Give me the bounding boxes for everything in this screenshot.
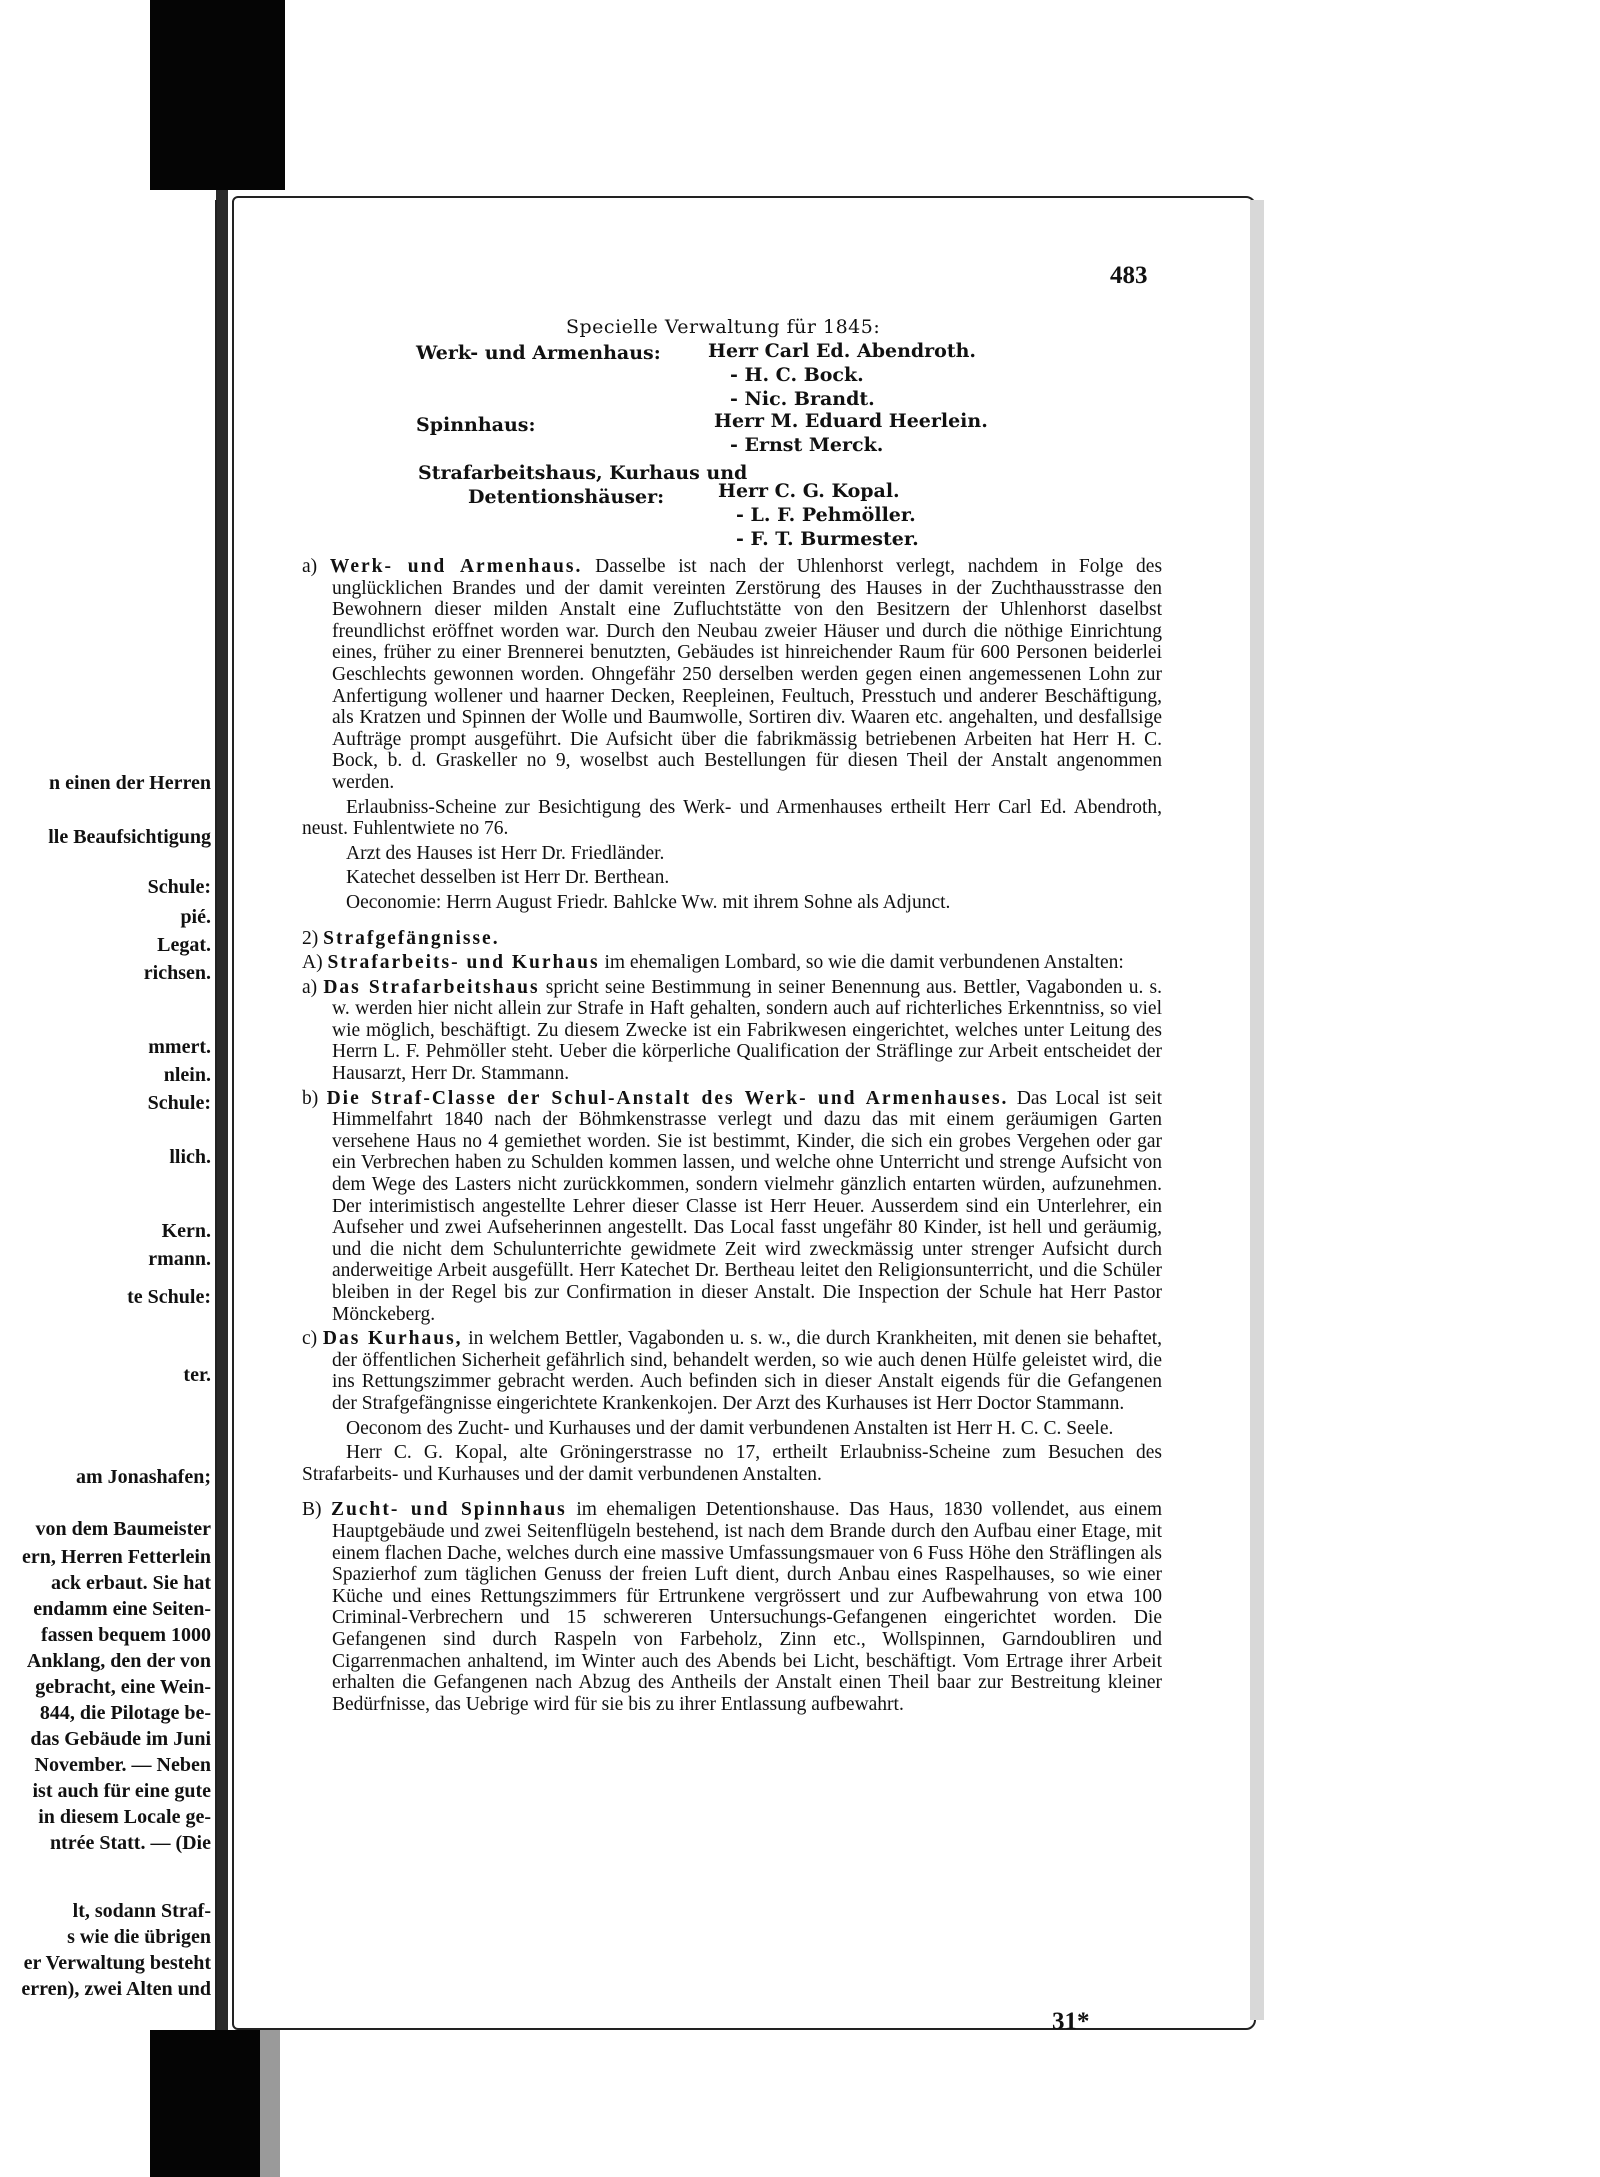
- left-line: Anklang, den der von: [26, 1650, 211, 1672]
- admin-label-detentionshaeuser: Detentionshäuser:: [468, 486, 665, 508]
- left-line: Legat.: [157, 934, 211, 956]
- admin-label-spinnhaus: Spinnhaus:: [416, 414, 536, 436]
- left-line: ern, Herren Fetterlein: [22, 1546, 211, 1568]
- section-heading: Strafarbeits- und Kurhaus: [327, 952, 600, 974]
- section-marker: A): [302, 952, 323, 974]
- admin-member: - Nic. Brandt.: [730, 388, 875, 410]
- left-line: erren), zwei Alten und: [21, 1978, 211, 2000]
- left-line: lt, sodann Straf-: [72, 1900, 211, 1922]
- section-marker: b): [302, 1087, 319, 1109]
- page-body: [302, 556, 1162, 1718]
- left-line: te Schule:: [127, 1286, 211, 1308]
- section-A-c: [302, 1328, 1162, 1414]
- left-line: s wie die übrigen: [67, 1926, 211, 1948]
- section-A-a: [302, 977, 1162, 1085]
- left-line: fassen bequem 1000: [40, 1624, 211, 1646]
- left-line: ter.: [183, 1364, 211, 1386]
- admin-label-werkhaus: Werk- und Armenhaus:: [416, 342, 661, 364]
- doctor-note: Arzt des Hauses ist Herr Dr. Friedländer.: [346, 842, 665, 864]
- left-line: Kern.: [161, 1220, 211, 1242]
- left-line: ack erbaut. Sie hat: [51, 1572, 211, 1594]
- oeconomie-note: Oeconomie: Herrn August Friedr. Bahlcke Ww. mit ihrem Sohne als Adjunct.: [346, 891, 951, 913]
- scanner-edge-bottom: [150, 2030, 260, 2177]
- left-line: ist auch für eine gute: [32, 1780, 211, 1802]
- admin-member: - F. T. Burmester.: [736, 528, 919, 550]
- section-text: in welchem Bettler, Vagabonden u. s. w., die durch Krankheiten, mit denen sie behaftet, der öffentlichen Sicherheit gefährlich sind, behandelt werden, so wie auch denen Hülfe geleistet wird, die ins Rettungszimmer gebracht werden. Auch befinden sich in dieser Anstalt eigends für die Gefangenen der Strafgefängnisse eingerichtete Krankenkojen. Der Arzt des Kurhauses ist Herr Doctor Stammann.: [332, 1328, 1163, 1414]
- admin-member: - Ernst Merck.: [730, 434, 884, 456]
- left-line: pié.: [180, 906, 211, 928]
- left-line: llich.: [169, 1146, 211, 1168]
- left-line: Schule:: [147, 876, 211, 898]
- section-text: im ehemaligen Detentionshause. Das Haus, 1830 vollendet, aus einem Hauptgebäude und zwei Seitenflügeln bestehend, ist nach dem Brande durch den Aufbau einer Etage, mit einem flachen Dache, welches durch eine massive Umfassungsmauer von 6 Fuss Höhe den Sträflingen als Spazierhof zum täglichen Genuss der freien Luft dient, durch Anbau eines Raspelhauses, so wie einer Küche und eines Rettungszimmers für Ertrunkene vergrössert und zur Aufbewahrung von etwa 100 Criminal-Verbrechern und 15 schwereren Untersuchungs-Gefangenen eingerichtet worden. Die Gefangenen sind durch Raspeln von Farbeholz, Zinn etc., Wollspinnen, Garndoubliren und Cigarrenmachen anhaltend, im Winter auch des Abends bei Licht, beschäftigt. Vom Ertrage ihrer Arbeit erhalten die Gefangenen nach Abzug des Antheils der Anstalt einen Theil baar zur Bestreitung kleiner Bedürfnisse, das Uebrige wird für sie bis zu ihrer Entlassung aufbewahrt.: [332, 1499, 1163, 1715]
- left-line: 844, die Pilotage be-: [39, 1702, 211, 1724]
- section-marker: c): [302, 1328, 318, 1350]
- scanner-edge-top: [150, 0, 285, 190]
- kopal-note: Herr C. G. Kopal, alte Gröningerstrasse no 17, ertheilt Erlaubniss-Scheine zum Besuchen des Strafarbeits- und Kurhauses und der damit verbundenen Anstalten.: [302, 1442, 1162, 1485]
- section-B: [302, 1499, 1162, 1715]
- left-line: in diesem Locale ge-: [38, 1806, 211, 1828]
- left-line: Schule:: [147, 1092, 211, 1114]
- section-2: [302, 928, 1162, 950]
- section-text: Das Local ist seit Himmelfahrt 1840 nach der Böhmkenstrasse verlegt und dazu das mit einem geräumigen Garten versehene Haus no 4 gemiethet worden. Sie ist bestimmt, Kinder, die sich ein grobes Vergehen oder gar ein Verbrechen haben zu Schulden kommen lassen, und welche ohne Unterricht und strenge Aufsicht von dem Wege des Lasters nicht zurückkommen, sondern vielmehr gänzlich entarten würden, aufzunehmen. Der interimistisch angestellte Lehrer dieser Classe ist Herr Heuer. Ausserdem sind ein Unterlehrer, ein Aufseher und zwei Aufseherinnen angestellt. Das Local fasst ungefähr 80 Kinder, ist hell und geräumig, und die nicht dem Schulunterrichte gewidmete Zeit wird zweckmässig unter strenger Aufsicht durch anderweitige Arbeit ausgefüllt. Herr Katechet Dr. Bertheau leitet den Religionsunterricht, und die Schüler bleiben in der Regel bis zur Confirmation in dieser Anstalt. Die Inspection der Schule hat Herr Pastor Mönckeberg.: [332, 1087, 1163, 1325]
- administration-title: Specielle Verwaltung für 1845:: [566, 316, 881, 338]
- left-line: November. — Neben: [34, 1754, 211, 1776]
- admin-member: Herr C. G. Kopal.: [718, 480, 900, 502]
- section-heading: Die Straf-Classe der Schul-Anstalt des Werk- und Armenhauses.: [326, 1087, 1009, 1109]
- section-heading: Das Strafarbeitshaus: [323, 976, 540, 998]
- signature-mark: 31*: [1052, 2008, 1090, 2035]
- section-heading: Strafgefängnisse.: [323, 927, 500, 949]
- section-marker: a): [302, 556, 318, 577]
- section-marker: 2): [302, 927, 319, 949]
- book-binding: [216, 190, 228, 2070]
- left-line: gebracht, eine Wein-: [35, 1676, 211, 1698]
- section-a: [302, 556, 1162, 794]
- admin-member: - H. C. Bock.: [730, 364, 864, 386]
- admin-member: Herr Carl Ed. Abendroth.: [708, 340, 977, 362]
- left-line: rmann.: [148, 1248, 211, 1270]
- left-line: er Verwaltung besteht: [23, 1952, 211, 1974]
- left-line: von dem Baumeister: [35, 1518, 211, 1540]
- section-A: [302, 952, 1162, 974]
- section-heading: Das Kurhaus,: [322, 1328, 463, 1350]
- section-marker: a): [302, 976, 318, 998]
- page-edge-shadow: [1250, 200, 1264, 2020]
- catechist-note: Katechet desselben ist Herr Dr. Berthean.: [346, 867, 670, 889]
- section-heading: Zucht- und Spinnhaus: [331, 1499, 567, 1521]
- section-heading: Werk- und Armenhaus.: [329, 556, 583, 577]
- section-text: Dasselbe ist nach der Uhlenhorst verlegt, nachdem in Folge des unglücklichen Brandes und der damit vereinten Zerstörung des Hauses in der Zuchthausstrasse den Bewohnern dieser milden Anstalt eine Zufluchtstätte von den Besitzern der Uhlenhorst daselbst freundlichst eröffnet worden war. Durch den Neubau zweier Häuser und durch die nöthige Einrichtung eines, früher zu einer Brennerei benutzten, Gebäudes ist hinreichender Raum für 600 Personen beiderlei Geschlechts gewonnen worden. Ohngefähr 250 derselben werden gegen einen angemessenen Lohn zur Anfertigung wollener und haarner Decken, Reepleinen, Feultuch, Presstuch und anderer Beschäftigung, als Kratzen und Spinnen der Wolle und Baumwolle, Sortiren div. Waaren etc. angehalten, und desfallsige Aufträge prompt ausgeführt. Die Aufsicht über die fabrikmässig betriebenen Arbeiten hat Herr H. C. Bock, b. d. Graskeller no 9, woselbst auch Bestellungen für diesen Theil der Anstalt angenommen werden.: [332, 556, 1163, 793]
- admin-label-strafarbeitshaus: Strafarbeitshaus, Kurhaus und: [418, 462, 748, 484]
- scanner-edge-bottom-gray: [260, 2030, 280, 2177]
- admin-member: Herr M. Eduard Heerlein.: [714, 410, 988, 432]
- section-text: spricht seine Bestimmung in seiner Benennung aus. Bettler, Vagabonden u. s. w. werden hier nicht allein zur Strafe in Haft gehalten, sondern auch auf richterliches Erkenntniss, so viel wie möglich, beschäftigt. Zu diesem Zwecke ist ein Fabrikwesen eingerichtet, welches unter Leitung des Herrn L. F. Pehmöller steht. Ueber die körperliche Qualification der Sträflinge zur Arbeit entscheidet der Hausarzt, Herr Dr. Stammann.: [332, 976, 1162, 1085]
- oeconom-note: Oeconom des Zucht- und Kurhauses und der damit verbundenen Anstalten ist Herr H. C. C. Seele.: [346, 1417, 1114, 1439]
- permit-note: Erlaubniss-Scheine zur Besichtigung des Werk- und Armenhauses ertheilt Herr Carl Ed. Abendroth, neust. Fuhlentwiete no 76.: [302, 796, 1162, 840]
- section-marker: B): [302, 1499, 322, 1521]
- left-line: mmert.: [148, 1036, 211, 1058]
- left-line: das Gebäude im Juni: [30, 1728, 211, 1750]
- page-number: 483: [1110, 262, 1148, 289]
- left-line: ntrée Statt. — (Die: [49, 1832, 211, 1854]
- section-text: im ehemaligen Lombard, so wie die damit verbundenen Anstalten:: [604, 952, 1124, 974]
- left-line: richsen.: [143, 962, 211, 984]
- left-line: lle Beaufsichtigung: [48, 826, 211, 848]
- left-line: n einen der Herren: [48, 772, 211, 794]
- left-line: am Jonashafen;: [75, 1466, 211, 1488]
- section-A-b: [302, 1088, 1162, 1326]
- left-line: endamm eine Seiten-: [33, 1598, 211, 1620]
- left-line: nlein.: [163, 1064, 211, 1086]
- left-page-fragment: [0, 200, 217, 2030]
- admin-member: - L. F. Pehmöller.: [736, 504, 916, 526]
